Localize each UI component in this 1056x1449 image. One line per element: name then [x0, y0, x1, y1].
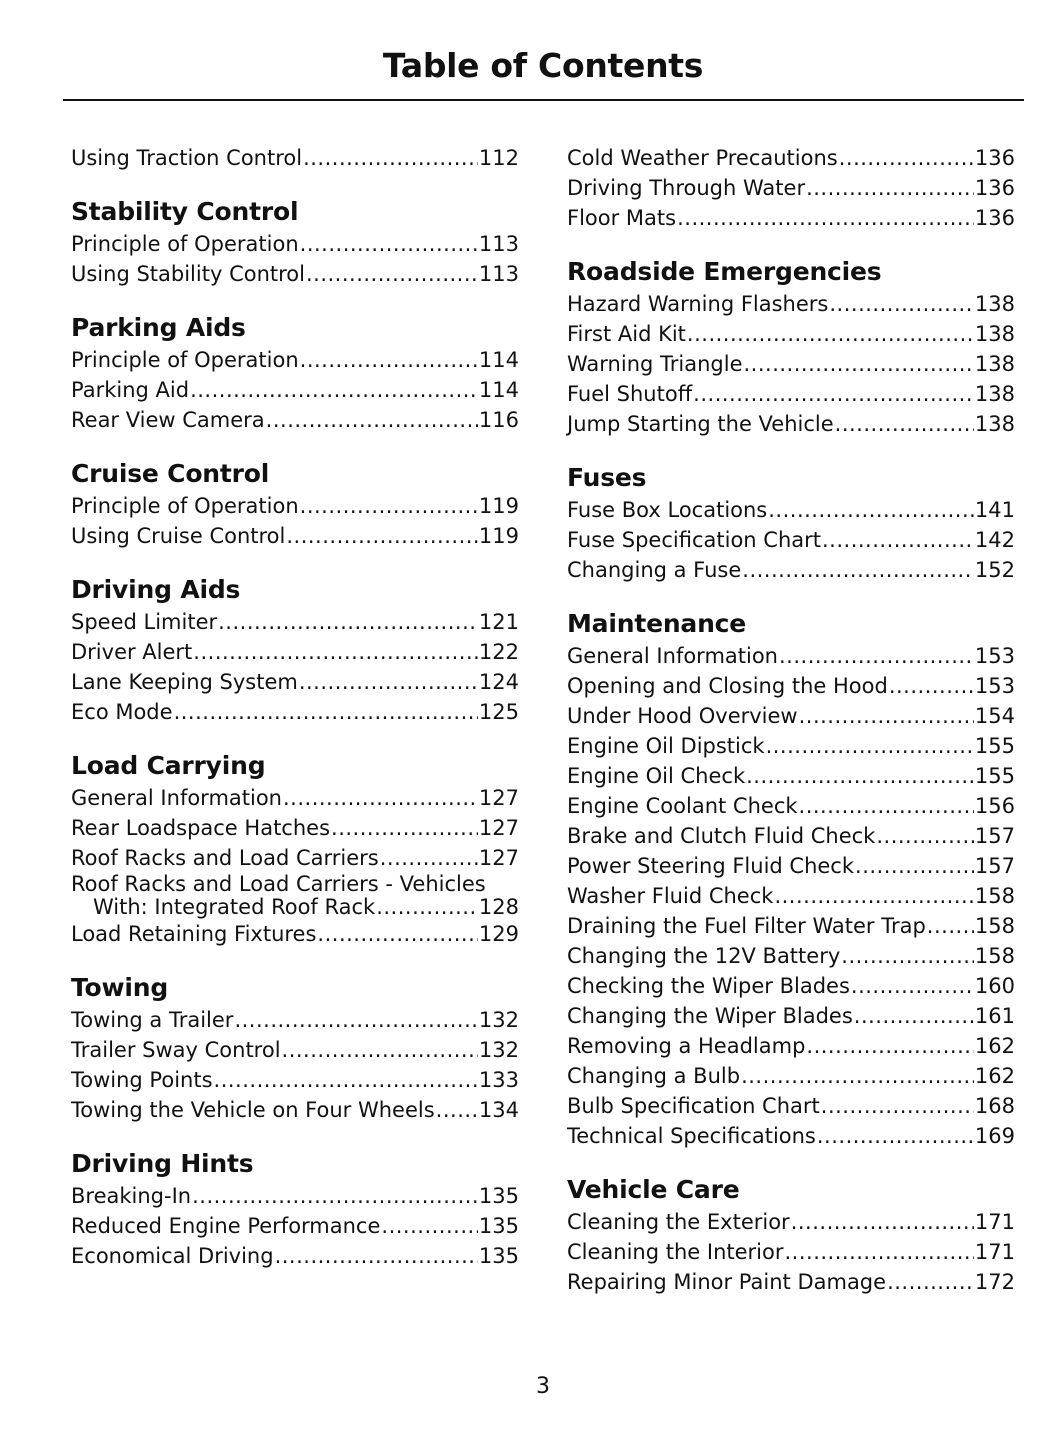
- toc-entry-page-number: 155: [974, 734, 1015, 758]
- toc-entry-label: Cold Weather Precautions: [567, 146, 838, 170]
- dot-leader: [317, 919, 477, 949]
- toc-entry-page-number: 127: [478, 846, 519, 870]
- dot-leader: [266, 405, 478, 435]
- toc-entry-page-number: 169: [974, 1124, 1015, 1148]
- dot-leader: [299, 667, 478, 697]
- toc-section-maintenance: [567, 607, 1015, 1151]
- toc-entry-page-number: 153: [974, 674, 1015, 698]
- dot-leader: [835, 409, 974, 439]
- dot-leader: [286, 521, 478, 551]
- toc-entry-removing-a-headlamp[interactable]: [567, 1031, 1015, 1061]
- toc-entry-parking-aid[interactable]: [71, 375, 519, 405]
- toc-entry-under-hood-overview[interactable]: [567, 701, 1015, 731]
- toc-entry-fuel-shutoff[interactable]: [567, 379, 1015, 409]
- toc-section-load-carrying: [71, 749, 519, 949]
- toc-entry-label: With: Integrated Roof Rack: [93, 895, 376, 919]
- toc-entry-principle-of-operation[interactable]: [71, 491, 519, 521]
- toc-entry-page-number: 160: [974, 974, 1015, 998]
- dot-leader: [331, 813, 478, 843]
- toc-entry-page-number: 138: [974, 412, 1015, 436]
- toc-entry-label: Power Steering Fluid Check: [567, 854, 855, 878]
- toc-entry-draining-the-fuel-filter-water-trap[interactable]: [567, 911, 1015, 941]
- toc-entry-page-number: 171: [974, 1210, 1015, 1234]
- toc-entry-label: Principle of Operation: [71, 232, 299, 256]
- toc-entry-lane-keeping-system[interactable]: [71, 667, 519, 697]
- toc-entry-label: Warning Triangle: [567, 352, 743, 376]
- toc-section-stability-control: [71, 195, 519, 289]
- toc-entry-page-number: 142: [974, 528, 1015, 552]
- toc-entry-label: Floor Mats: [567, 206, 677, 230]
- toc-entry-reduced-engine-performance[interactable]: [71, 1211, 519, 1241]
- dot-leader: [677, 203, 974, 233]
- toc-entry-page-number: 121: [478, 610, 519, 634]
- toc-entry-label: Engine Oil Check: [567, 764, 746, 788]
- dot-leader: [829, 289, 974, 319]
- dot-leader: [744, 349, 974, 379]
- toc-entry-towing-points[interactable]: [71, 1065, 519, 1095]
- toc-entry-page-number: 153: [974, 644, 1015, 668]
- dot-leader: [806, 1031, 974, 1061]
- toc-entry-fuse-box-locations[interactable]: [567, 495, 1015, 525]
- dot-leader: [303, 143, 478, 173]
- toc-entry-label: Driver Alert: [71, 640, 193, 664]
- toc-entry-opening-and-closing-the-hood[interactable]: [567, 671, 1015, 701]
- toc-entry-label: Roof Racks and Load Carriers: [71, 846, 379, 870]
- dot-leader: [300, 491, 478, 521]
- toc-entry-label: Towing Points: [71, 1068, 213, 1092]
- toc-section-towing: [71, 971, 519, 1125]
- toc-entry-page-number: 134: [478, 1098, 519, 1122]
- toc-entry-driver-alert[interactable]: [71, 637, 519, 667]
- toc-entry-changing-a-fuse[interactable]: [567, 555, 1015, 585]
- dot-leader: [817, 1121, 974, 1151]
- page-title: Table of Contents: [382, 46, 704, 85]
- toc-entry-page-number: 119: [478, 494, 519, 518]
- toc-entry-label: Hazard Warning Flashers: [567, 292, 829, 316]
- toc-entry-page-number: 171: [974, 1240, 1015, 1264]
- toc-entry-label: Reduced Engine Performance: [71, 1214, 381, 1238]
- toc-entry-changing-the-wiper-blades[interactable]: [567, 1001, 1015, 1031]
- toc-entry-page-number: 127: [478, 816, 519, 840]
- toc-entry-page-number: 162: [974, 1034, 1015, 1058]
- toc-entry-label: Jump Starting the Vehicle: [567, 412, 834, 436]
- dot-leader: [687, 319, 974, 349]
- toc-entry-warning-triangle[interactable]: [567, 349, 1015, 379]
- toc-entry-using-cruise-control[interactable]: [71, 521, 519, 551]
- toc-entry-label: Principle of Operation: [71, 494, 299, 518]
- toc-entry-hazard-warning-flashers[interactable]: [567, 289, 1015, 319]
- toc-entry-general-information[interactable]: [567, 641, 1015, 671]
- toc-entry-towing-a-trailer[interactable]: [71, 1005, 519, 1035]
- section-heading: Cruise Control: [71, 459, 270, 488]
- dot-leader: [876, 821, 974, 851]
- toc-entry-label: Under Hood Overview: [567, 704, 798, 728]
- toc-entry-fuse-specification-chart[interactable]: [567, 525, 1015, 555]
- dot-leader: [768, 495, 974, 525]
- toc-entry-label: Technical Specifications: [567, 1124, 816, 1148]
- dot-leader: [822, 525, 974, 555]
- toc-section-cruise-control: [71, 457, 519, 551]
- dot-leader: [174, 697, 478, 727]
- dot-leader: [806, 173, 974, 203]
- toc-section-driving-hints: [71, 1147, 519, 1271]
- toc-entry-label: Washer Fluid Check: [567, 884, 774, 908]
- dot-leader: [855, 851, 974, 881]
- toc-entry-page-number: 157: [974, 824, 1015, 848]
- toc-entry-label: Load Retaining Fixtures: [71, 922, 317, 946]
- toc-section-parking-aids: [71, 311, 519, 435]
- toc-entry-page-number: 152: [974, 558, 1015, 582]
- toc-entry-cleaning-the-interior[interactable]: [567, 1237, 1015, 1267]
- toc-entry-engine-coolant-check[interactable]: [567, 791, 1015, 821]
- toc-entry-label: Changing a Fuse: [567, 558, 742, 582]
- toc-entry-engine-oil-check[interactable]: [567, 761, 1015, 791]
- dot-leader: [306, 259, 478, 289]
- toc-entry-label: Principle of Operation: [71, 348, 299, 372]
- toc-entry-page-number: 129: [478, 922, 519, 946]
- toc-entry-label: Engine Oil Dipstick: [567, 734, 765, 758]
- dot-leader: [283, 783, 478, 813]
- dot-leader: [927, 911, 974, 941]
- toc-entry-changing-the-12v-battery[interactable]: [567, 941, 1015, 971]
- toc-section-vehicle-care: [567, 1173, 1015, 1297]
- toc-entry-page-number: 138: [974, 352, 1015, 376]
- toc-entry-engine-oil-dipstick[interactable]: [567, 731, 1015, 761]
- toc-entry-label: First Aid Kit: [567, 322, 686, 346]
- toc-entry-rear-view-camera[interactable]: [71, 405, 519, 435]
- toc-entry-page-number: 135: [478, 1214, 519, 1238]
- toc-entry-bulb-specification-chart[interactable]: [567, 1091, 1015, 1121]
- toc-entry-page-number: 135: [478, 1184, 519, 1208]
- dot-leader: [839, 143, 974, 173]
- section-heading: Towing: [71, 973, 169, 1002]
- toc-entry-label: Removing a Headlamp: [567, 1034, 806, 1058]
- toc-entry-page-number: 116: [478, 408, 519, 432]
- toc-entry-page-number: 157: [974, 854, 1015, 878]
- dot-leader: [381, 1211, 478, 1241]
- dot-leader: [234, 1005, 477, 1035]
- section-heading: Roadside Emergencies: [567, 257, 882, 286]
- toc-entry-page-number: 136: [974, 146, 1015, 170]
- dot-leader: [380, 843, 478, 873]
- toc-entry-using-traction-control[interactable]: [71, 143, 519, 173]
- toc-entry-page-number: 156: [974, 794, 1015, 818]
- toc-entry-jump-starting-the-vehicle[interactable]: [567, 409, 1015, 439]
- dot-leader: [742, 555, 974, 585]
- dot-leader: [193, 637, 478, 667]
- toc-section-continued: [71, 143, 519, 173]
- toc-entry-page-number: 155: [974, 764, 1015, 788]
- toc-entry-label: Breaking-In: [71, 1184, 192, 1208]
- toc-entry-page-number: 125: [478, 700, 519, 724]
- toc-entry-load-retaining-fixtures[interactable]: [71, 919, 519, 949]
- toc-entry-label: Opening and Closing the Hood: [567, 674, 888, 698]
- dot-leader: [218, 607, 478, 637]
- toc-entry-page-number: 122: [478, 640, 519, 664]
- toc-entry-label: Engine Coolant Check: [567, 794, 798, 818]
- toc-left-column: [71, 143, 519, 1293]
- toc-entry-repairing-minor-paint-damage[interactable]: [567, 1267, 1015, 1297]
- dot-leader: [275, 1241, 478, 1271]
- toc-entry-with-integrated-roof-rack: [71, 896, 519, 919]
- toc-entry-page-number: 132: [478, 1038, 519, 1062]
- toc-entry-page-number: 162: [974, 1064, 1015, 1088]
- dot-leader: [785, 1237, 974, 1267]
- toc-entry-page-number: 154: [974, 704, 1015, 728]
- toc-entry-label: Trailer Sway Control: [71, 1038, 281, 1062]
- toc-entry-label: Using Stability Control: [71, 262, 305, 286]
- dot-leader: [841, 941, 974, 971]
- toc-entry-principle-of-operation[interactable]: [71, 345, 519, 375]
- toc-entry-checking-the-wiper-blades[interactable]: [567, 971, 1015, 1001]
- toc-entry-label: Changing the Wiper Blades: [567, 1004, 853, 1028]
- toc-entry-label: Brake and Clutch Fluid Check: [567, 824, 876, 848]
- toc-entry-label: Changing the 12V Battery: [567, 944, 841, 968]
- toc-entry-principle-of-operation[interactable]: [71, 229, 519, 259]
- toc-entry-label: Bulb Specification Chart: [567, 1094, 820, 1118]
- dot-leader: [214, 1065, 478, 1095]
- toc-entry-label: Using Traction Control: [71, 146, 303, 170]
- dot-leader: [887, 1267, 974, 1297]
- toc-section-fuses: [567, 461, 1015, 585]
- toc-entry-page-number: 127: [478, 786, 519, 810]
- toc-entry-label: Fuse Specification Chart: [567, 528, 821, 552]
- toc-entry-rear-loadspace-hatches[interactable]: [71, 813, 519, 843]
- toc-entry-label: Economical Driving: [71, 1244, 274, 1268]
- toc-entry-page-number: 138: [974, 322, 1015, 346]
- dot-leader: [851, 971, 974, 1001]
- toc-entry-page-number: 158: [974, 884, 1015, 908]
- toc-entry-general-information[interactable]: [71, 783, 519, 813]
- toc-entry-power-steering-fluid-check[interactable]: [567, 851, 1015, 881]
- toc-entry-washer-fluid-check[interactable]: [567, 881, 1015, 911]
- toc-entry-label: Speed Limiter: [71, 610, 218, 634]
- dot-leader: [799, 791, 974, 821]
- toc-entry-page-number: 124: [478, 670, 519, 694]
- toc-entry-page-number: 112: [478, 146, 519, 170]
- toc-entry-page-number: 132: [478, 1008, 519, 1032]
- toc-entry-label: Towing a Trailer: [71, 1008, 234, 1032]
- toc-entry-driving-through-water[interactable]: [567, 173, 1015, 203]
- toc-entry-page-number: 158: [974, 914, 1015, 938]
- dot-leader: [436, 1095, 478, 1125]
- toc-entry-label: Roof Racks and Load Carriers - Vehicles: [71, 872, 486, 896]
- toc-entry-cleaning-the-exterior[interactable]: [567, 1207, 1015, 1237]
- toc-entry-label: General Information: [567, 644, 778, 668]
- toc-entry-page-number: 114: [478, 348, 519, 372]
- toc-entry-page-number: 135: [478, 1244, 519, 1268]
- toc-entry-page-number: 128: [478, 895, 519, 919]
- dot-leader: [741, 1061, 974, 1091]
- toc-entry-label: Changing a Bulb: [567, 1064, 741, 1088]
- toc-entry-first-aid-kit[interactable]: [567, 319, 1015, 349]
- toc-entry-page-number: 161: [974, 1004, 1015, 1028]
- toc-entry-label: Driving Through Water: [567, 176, 806, 200]
- section-heading: Parking Aids: [71, 313, 246, 342]
- toc-entry-page-number: 168: [974, 1094, 1015, 1118]
- toc-entry-page-number: 133: [478, 1068, 519, 1092]
- toc-right-column: [567, 143, 1015, 1319]
- dot-leader: [300, 345, 478, 375]
- section-heading: Stability Control: [71, 197, 299, 226]
- toc-entry-page-number: 141: [974, 498, 1015, 522]
- toc-entry-using-stability-control[interactable]: [71, 259, 519, 289]
- dot-leader: [192, 1181, 478, 1211]
- page-number: 3: [536, 1374, 550, 1399]
- toc-entry-label: Fuse Box Locations: [567, 498, 768, 522]
- dot-leader: [766, 731, 974, 761]
- section-heading: Load Carrying: [71, 751, 266, 780]
- toc-section-continued: [567, 143, 1015, 233]
- toc-entry-label: General Information: [71, 786, 282, 810]
- section-heading: Maintenance: [567, 609, 747, 638]
- toc-entry-label: Repairing Minor Paint Damage: [567, 1270, 887, 1294]
- dot-leader: [376, 896, 478, 919]
- dot-leader: [190, 375, 478, 405]
- toc-entry-page-number: 114: [478, 378, 519, 402]
- toc-entry-eco-mode[interactable]: [71, 697, 519, 727]
- toc-entry-brake-and-clutch-fluid-check[interactable]: [567, 821, 1015, 851]
- toc-entry-page-number: 113: [478, 232, 519, 256]
- section-heading: Driving Aids: [71, 575, 241, 604]
- dot-leader: [282, 1035, 478, 1065]
- dot-leader: [300, 229, 478, 259]
- toc-entry-floor-mats[interactable]: [567, 203, 1015, 233]
- toc-entry-technical-specifications[interactable]: [567, 1121, 1015, 1151]
- toc-entry-page-number: 138: [974, 382, 1015, 406]
- toc-entry-page-number: 138: [974, 292, 1015, 316]
- toc-entry-page-number: 136: [974, 206, 1015, 230]
- section-heading: Driving Hints: [71, 1149, 254, 1178]
- section-heading: Vehicle Care: [567, 1175, 740, 1204]
- dot-leader: [821, 1091, 974, 1121]
- toc-entry-label: Cleaning the Exterior: [567, 1210, 790, 1234]
- toc-entry-roof-racks-and-load-carriers[interactable]: [71, 843, 519, 873]
- toc-entry-label: Lane Keeping System: [71, 670, 298, 694]
- toc-entry-changing-a-bulb[interactable]: [567, 1061, 1015, 1091]
- toc-section-roadside-emergencies: [567, 255, 1015, 439]
- toc-entry-page-number: 158: [974, 944, 1015, 968]
- toc-entry-label: Checking the Wiper Blades: [567, 974, 850, 998]
- section-heading: Fuses: [567, 463, 647, 492]
- toc-entry-page-number: 119: [478, 524, 519, 548]
- toc-entry-page-number: 172: [974, 1270, 1015, 1294]
- toc-entry-page-number: 113: [478, 262, 519, 286]
- toc-entry-label: Cleaning the Interior: [567, 1240, 784, 1264]
- dot-leader: [746, 761, 974, 791]
- toc-entry-economical-driving[interactable]: [71, 1241, 519, 1271]
- toc-entry-breaking-in[interactable]: [71, 1181, 519, 1211]
- toc-entry-label: Rear Loadspace Hatches: [71, 816, 331, 840]
- toc-entry-label: Draining the Fuel Filter Water Trap: [567, 914, 926, 938]
- dot-leader: [774, 881, 973, 911]
- toc-entry-label: Rear View Camera: [71, 408, 265, 432]
- toc-entry-page-number: 136: [974, 176, 1015, 200]
- toc-entry-trailer-sway-control[interactable]: [71, 1035, 519, 1065]
- dot-leader: [779, 641, 974, 671]
- dot-leader: [799, 701, 974, 731]
- toc-entry-label: Towing the Vehicle on Four Wheels: [71, 1098, 435, 1122]
- toc-entry-label: Parking Aid: [71, 378, 190, 402]
- dot-leader: [791, 1207, 974, 1237]
- dot-leader: [854, 1001, 974, 1031]
- toc-entry-speed-limiter[interactable]: [71, 607, 519, 637]
- toc-entry-roof-racks-and-load-carriers-vehicles-with-integrated-roof-rack[interactable]: [71, 873, 519, 919]
- dot-leader: [889, 671, 974, 701]
- toc-entry-label: Eco Mode: [71, 700, 173, 724]
- toc-entry-label: Using Cruise Control: [71, 524, 286, 548]
- toc-entry-towing-the-vehicle-on-four-wheels[interactable]: [71, 1095, 519, 1125]
- toc-entry-cold-weather-precautions[interactable]: [567, 143, 1015, 173]
- toc-section-driving-aids: [71, 573, 519, 727]
- toc-entry-label: Fuel Shutoff: [567, 382, 693, 406]
- title-divider: [63, 99, 1024, 101]
- dot-leader: [693, 379, 974, 409]
